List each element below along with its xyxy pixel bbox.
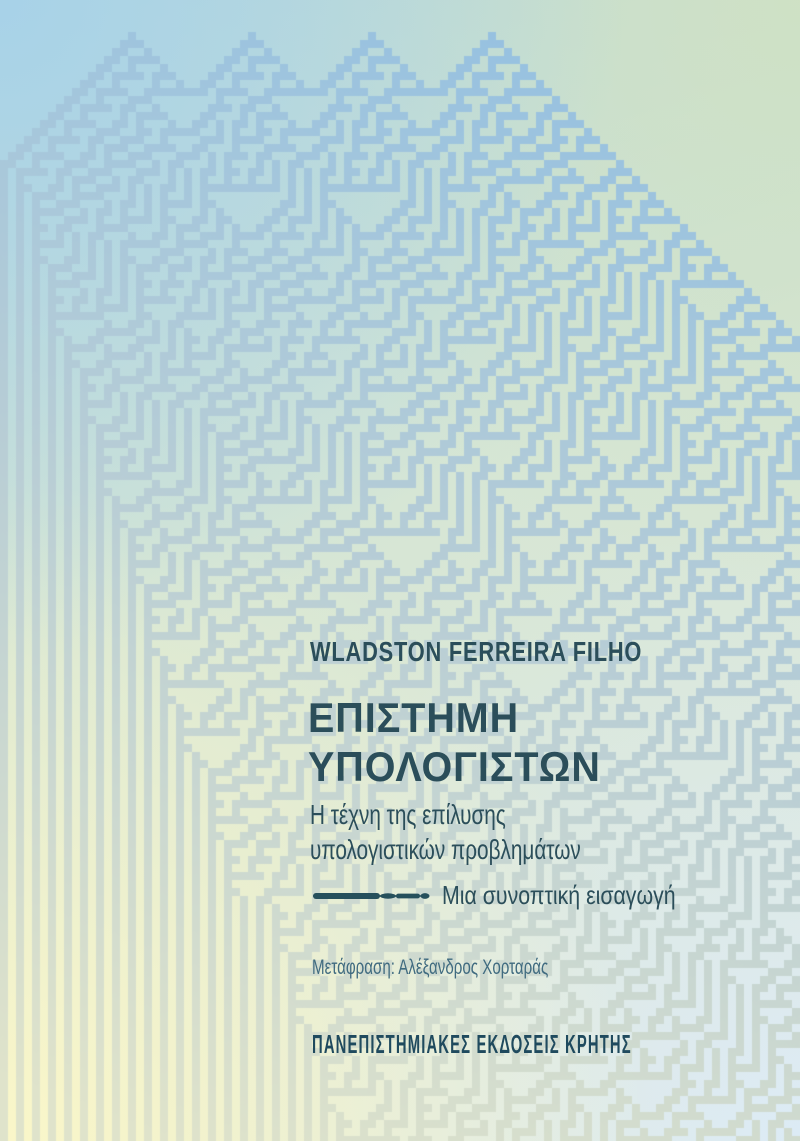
title-line-2: ΥΠΟΛΟΓΙΣΤΩΝ [308, 743, 601, 790]
tagline: Μια συνοπτική εισαγωγή [442, 880, 676, 910]
book-title [308, 693, 601, 791]
tagline-row [312, 880, 727, 911]
subtitle-line-1: Η τέχνη της επίλυσης [310, 799, 506, 830]
translator-credit: Μετάφραση: Αλέξανδρος Χορταράς [312, 956, 549, 979]
author-name: WLADSTON FERREIRA FILHO [310, 636, 643, 667]
title-line-1: ΕΠΙΣΤΗΜΗ [308, 694, 520, 741]
book-subtitle [310, 797, 581, 867]
publisher-name: ΠΑΝΕΠΙΣΤΗΜΙΑΚΕΣ ΕΚΔΟΣΕΙΣ ΚΡΗΤΗΣ [312, 1029, 632, 1059]
subtitle-line-2: υπολογιστικών προβλημάτων [310, 834, 581, 865]
tagline-flourish-icon [312, 889, 430, 903]
